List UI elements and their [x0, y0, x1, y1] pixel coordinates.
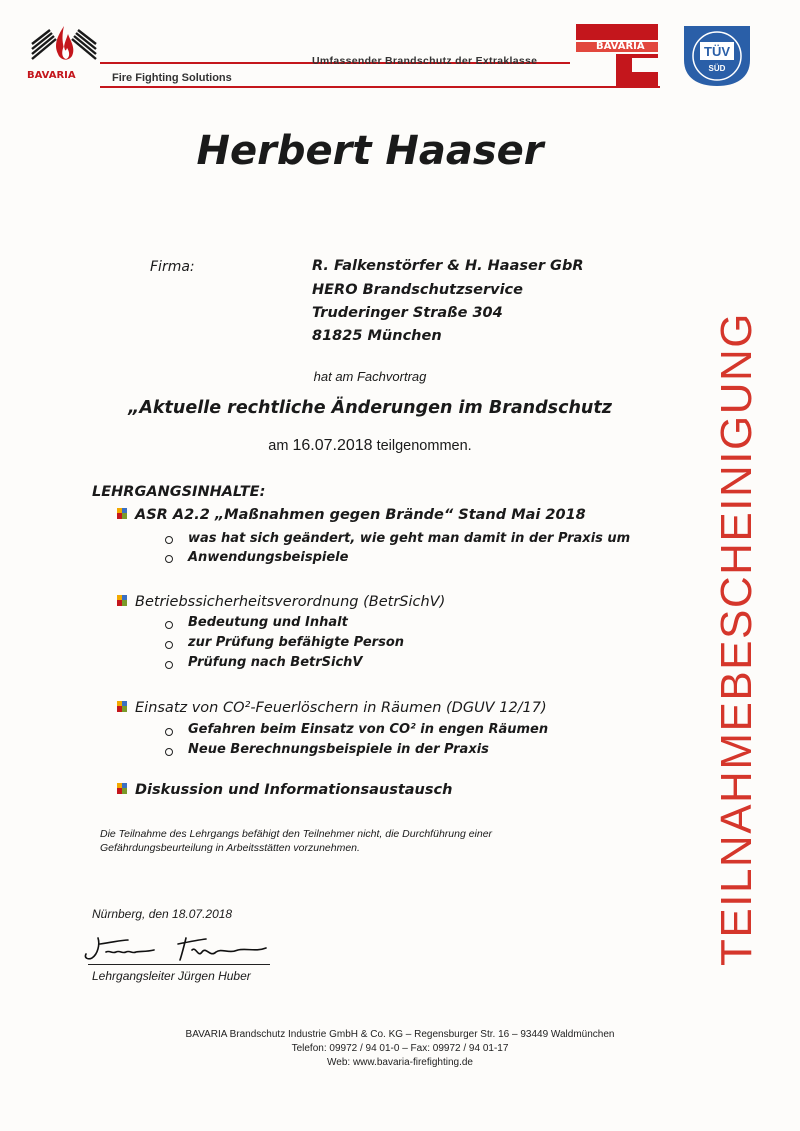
content-subitem: zur Prüfung befähigte Person: [188, 635, 405, 650]
firma-label: Firma:: [150, 259, 195, 275]
certificate-title: TEILNAHMEBESCHEINIGUNG: [712, 312, 761, 966]
circle-bullet-icon: [165, 641, 173, 649]
slogan: Umfassender Brandschutz der Extraklasse: [312, 55, 538, 67]
content-item-title: Betriebssicherheitsverordnung (BetrSichV): [135, 594, 446, 610]
content-subitem: Gefahren beim Einsatz von CO² in engen Räumen: [188, 722, 549, 737]
event-date: 16.07.2018: [292, 437, 373, 454]
circle-bullet-icon: [165, 621, 173, 629]
footer-web: Web: www.bavaria-firefighting.de: [327, 1057, 473, 1068]
tuv-sud-label: SÜD: [708, 64, 726, 73]
content-item-prefix: ASR A2.2: [135, 507, 215, 523]
bavaria-block-logo: [572, 22, 662, 88]
tuv-label: TÜV: [704, 44, 730, 59]
firma-line: R. Falkenstörfer & H. Haaser GbR: [312, 258, 584, 274]
content-subitem: Prüfung nach BetrSichV: [188, 655, 363, 670]
brand-right: BAVARIA: [596, 41, 645, 52]
content-item-title: [135, 507, 586, 523]
contents-heading: LEHRGANGSINHALTE:: [92, 484, 266, 500]
circle-bullet-icon: [165, 661, 173, 669]
content-subitem: Bedeutung und Inhalt: [188, 615, 348, 630]
square-bullet-icon: [117, 701, 127, 712]
content-item-title: Diskussion und Informationsaustausch: [135, 782, 453, 798]
content-subitem: Anwendungsbeispiele: [188, 550, 349, 565]
place-date: Nürnberg, den 18.07.2018: [92, 907, 233, 921]
date-suffix: teilgenommen.: [372, 438, 472, 454]
firma-line: 81825 München: [312, 328, 442, 344]
tagline-left: Fire Fighting Solutions: [112, 72, 232, 84]
event-topic: „Aktuelle rechtliche Änderungen im Brandschutz: [128, 398, 612, 418]
date-prefix: am: [268, 438, 293, 454]
disclaimer-line: Die Teilnahme des Lehrgangs befähigt den Teilnehmer nicht, die Durchführung einer: [100, 828, 493, 840]
course-leader: Lehrgangsleiter Jürgen Huber: [92, 969, 251, 983]
footer-address: BAVARIA Brandschutz Industrie GmbH & Co. KG – Regensburger Str. 16 – 93449 Waldmünchen: [185, 1029, 615, 1040]
circle-bullet-icon: [165, 748, 173, 756]
footer-phone: Telefon: 09972 / 94 01-0 – Fax: 09972 / 94 01-17: [291, 1043, 509, 1054]
attendance-line: [0, 437, 740, 455]
circle-bullet-icon: [165, 555, 173, 563]
content-item-title: Einsatz von CO²-Feuerlöschern in Räumen (DGUV 12/17): [135, 700, 547, 716]
handwritten-signature: [66, 930, 276, 966]
fachvortrag-intro: hat am Fachvortrag: [313, 369, 427, 384]
circle-bullet-icon: [165, 728, 173, 736]
square-bullet-icon: [117, 595, 127, 606]
content-item-text: „Maßnahmen gegen Brände“ Stand Mai 2018: [214, 507, 586, 523]
participant-name: Herbert Haaser: [196, 128, 544, 174]
disclaimer-note: [100, 827, 492, 855]
square-bullet-icon: [117, 783, 127, 794]
square-bullet-icon: [117, 508, 127, 519]
content-subitem: Neue Berechnungsbeispiele in der Praxis: [188, 742, 489, 757]
content-subitem: was hat sich geändert, wie geht man damit in der Praxis um: [188, 531, 631, 546]
bavaria-flame-logo: [28, 18, 100, 74]
disclaimer-line: Gefährdungsbeurteilung in Arbeitsstätten vorzunehmen.: [100, 842, 360, 854]
signature-line: [88, 964, 270, 965]
circle-bullet-icon: [165, 536, 173, 544]
brand-left: BAVARIA: [27, 70, 76, 81]
tuv-sud-seal: [678, 20, 756, 90]
firma-line: HERO Brandschutzservice: [312, 282, 523, 298]
firma-line: Truderinger Straße 304: [312, 305, 503, 321]
